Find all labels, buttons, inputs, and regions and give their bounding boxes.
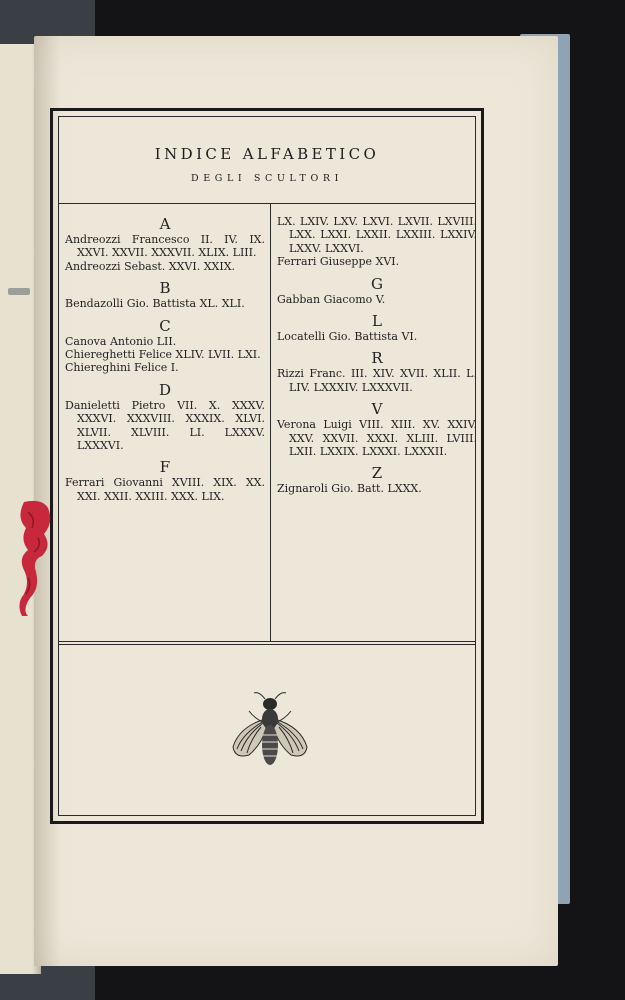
section-letter: V: [371, 400, 383, 419]
section-letter: L: [372, 312, 382, 331]
index-entry: Chiereghini Felice I.: [65, 361, 179, 375]
index-entry: Ferrari Giovanni XVIII. XIX. XX. XXI. XXII. XXIII. XXX. LIX.: [65, 476, 265, 503]
section-letter: A: [159, 215, 171, 233]
index-entry: Danieletti Pietro VII. X. XXXV. XXXVI. XXXVIII. XXXIX. XLVI. XLVII. XLVIII. LI. LXXXV. LXXXVI.: [65, 398, 265, 453]
section-letter: D: [158, 380, 172, 399]
index-section: [277, 400, 477, 464]
section-spacer: [277, 496, 477, 502]
bee-icon: [227, 689, 313, 773]
header-divider: [59, 203, 475, 204]
index-section: [65, 458, 265, 509]
index-entry: Andreozzi Francesco II. IV. IX. XXVI. XXVII. XXXVII. XLIX. LIII.: [65, 233, 265, 260]
index-section: [277, 464, 477, 501]
index-inner-border: [58, 116, 476, 816]
footer-divider: [59, 641, 475, 642]
index-section: [277, 275, 477, 312]
index-section: [277, 312, 477, 349]
section-letter: F: [159, 458, 171, 477]
index-section: [65, 317, 265, 381]
index-entry: LX. LXIV. LXV. LXVI. LXVII. LXVIII. LXX. LXXI. LXXII. LXXIII. LXXIV. LXXV. LXXVI.: [277, 215, 477, 255]
section-letter: Z: [371, 464, 383, 483]
section-letter: G: [371, 274, 383, 293]
index-title: INDICE ALFABETICO: [154, 145, 380, 163]
column-divider: [270, 203, 271, 641]
section-spacer: [65, 503, 265, 509]
index-section: [65, 215, 265, 279]
index-section: [65, 279, 265, 316]
binding-clip: [8, 288, 30, 295]
index-entry: Chiereghetti Felice XLIV. LVII. LXI.: [65, 348, 261, 362]
index-entry: Verona Luigi VIII. XIII. XV. XXIV. XXV. XXVII. XXXI. XLIII. LVIII. LXII. LXXIX. LXXXI. LXXXII.: [277, 418, 477, 459]
index-entry: Locatelli Gio. Battista VI.: [277, 330, 418, 344]
index-section: [277, 349, 477, 400]
footer-divider-double: [59, 644, 475, 645]
index-column-right: [277, 215, 477, 502]
bee-ornament: [227, 689, 313, 773]
section-letter: B: [159, 279, 171, 298]
section-letter: R: [371, 349, 383, 368]
index-entry: Canova Antonio LII.: [65, 334, 177, 348]
index-section: [65, 381, 265, 459]
index-entry: Rizzi Franc. III. XIV. XVII. XLII. L. LIV. LXXXIV. LXXXVII.: [277, 367, 477, 394]
index-section: [277, 215, 477, 275]
index-subtitle: DEGLI SCULTORI: [191, 173, 343, 184]
index-entry: Ferrari Giuseppe XVI.: [277, 255, 400, 269]
index-entry: Zignaroli Gio. Batt. LXXX.: [277, 482, 422, 496]
index-frame: [50, 108, 484, 824]
index-entry: Bendazolli Gio. Battista XL. XLI.: [65, 297, 245, 311]
section-letter: C: [159, 316, 171, 335]
index-entry: Gabban Giacomo V.: [277, 292, 386, 306]
red-ribbon-bookmark: [14, 498, 56, 618]
index-column-left: [65, 215, 265, 509]
index-entry: Andreozzi Sebast. XXVI. XXIX.: [65, 259, 236, 273]
